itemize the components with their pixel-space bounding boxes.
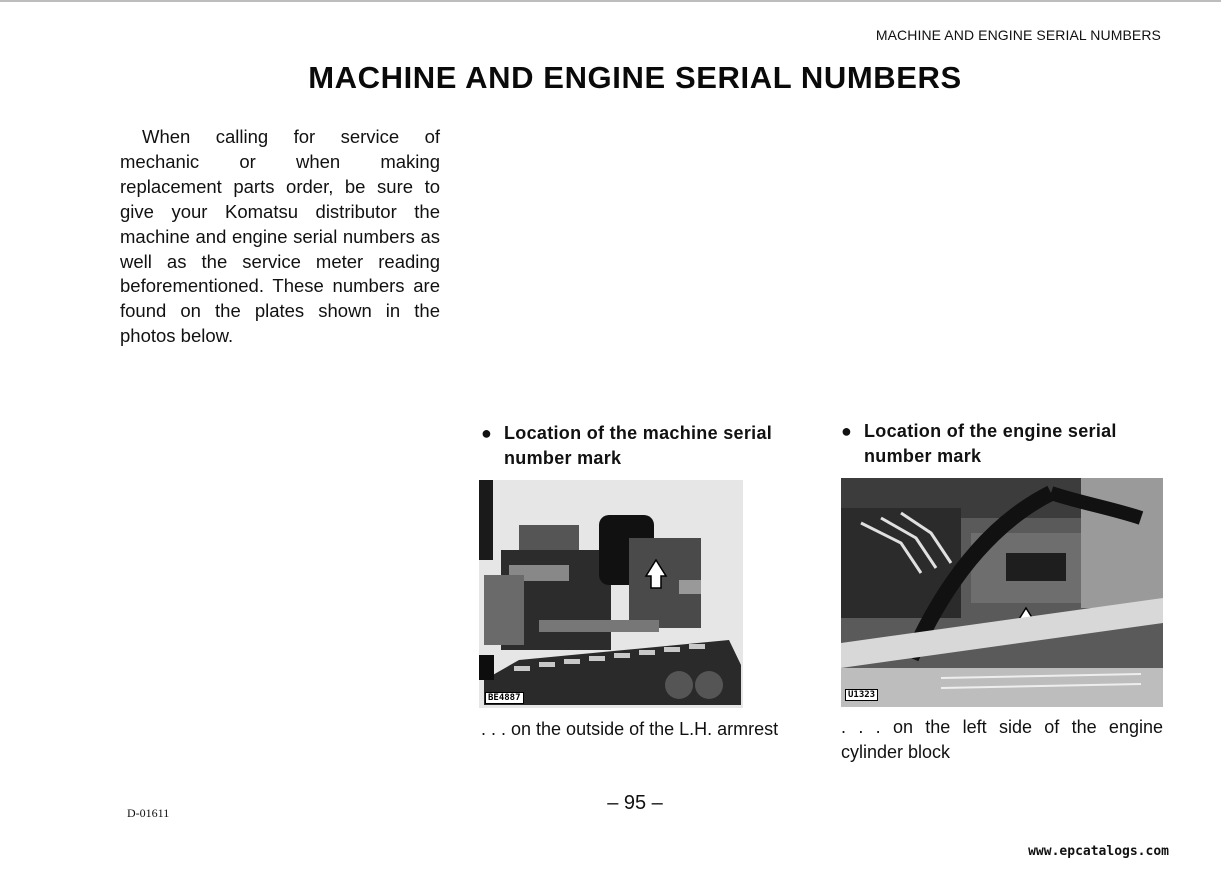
intro-paragraph: When calling for service of mechanic or when making replacement parts order, be sure to give your Komatsu distributor the machine and engine serial numbers as well as the service meter reading beforementioned. These numbers are found on the plates shown in the photos below. <box>120 126 440 347</box>
photo-reference-code: U1323 <box>845 689 878 701</box>
machine-photo <box>479 480 743 708</box>
heading-line: Location of the engine serial <box>864 421 1117 441</box>
engine-photo <box>841 478 1163 707</box>
heading-line: number mark <box>504 447 622 468</box>
engine-photo-caption: . . . on the left side of the engine cylinder block <box>841 717 1163 762</box>
heading-line: Location of the machine serial <box>504 423 773 443</box>
machine-photo-caption: . . . on the outside of the L.H. armrest <box>481 719 779 739</box>
website-watermark: www.epcatalogs.com <box>1028 844 1169 859</box>
heading-line: number mark <box>864 445 982 466</box>
page-title: MACHINE AND ENGINE SERIAL NUMBERS <box>308 60 962 95</box>
machine-serial-section <box>481 421 803 742</box>
machine-serial-heading <box>481 421 803 470</box>
page-number: – 95 – <box>607 792 663 814</box>
document-code: D-01611 <box>127 806 170 820</box>
bullet-icon: ● <box>841 421 853 441</box>
engine-serial-heading <box>841 419 1163 468</box>
bullet-icon: ● <box>481 423 493 443</box>
engine-serial-section <box>841 419 1163 764</box>
photo-reference-code: BE4887 <box>485 692 524 704</box>
running-header: MACHINE AND ENGINE SERIAL NUMBERS <box>875 27 1161 43</box>
top-rule <box>0 0 1221 2</box>
